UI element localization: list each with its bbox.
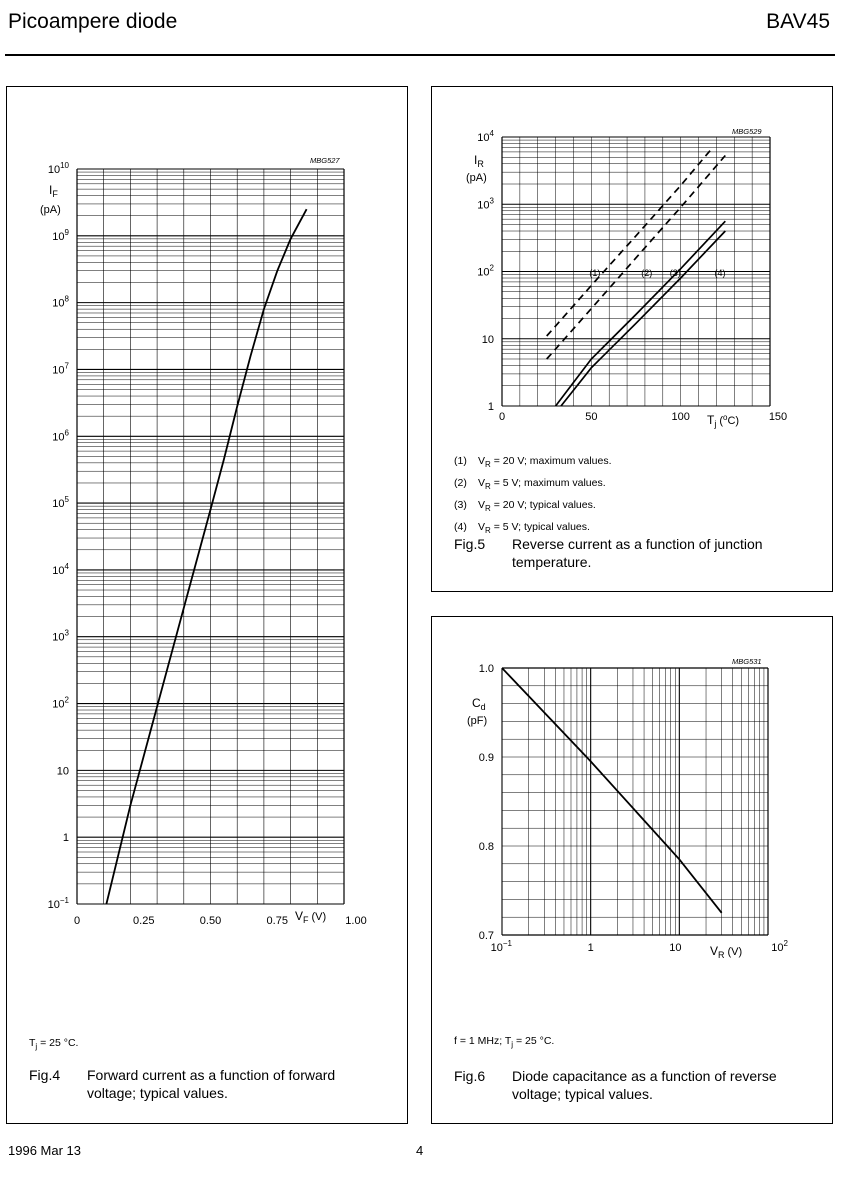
fig4-xtick-label: 0: [73, 915, 81, 927]
fig6-xtick-label: $10^{-1}$: [490, 939, 512, 954]
fig5-caption-number: Fig.5: [454, 536, 486, 552]
fig5-caption: [454, 535, 824, 575]
fig4-caption: [29, 1066, 399, 1106]
fig4-xtick-label: 0.50: [199, 915, 222, 927]
fig5-code: MBG529: [732, 127, 762, 136]
fig5-curve-label: (4): [714, 268, 726, 279]
footer-page-number: 4: [416, 1143, 424, 1158]
fig4-ytick-label: $10^7$: [52, 361, 69, 377]
fig6-ylabel: $C_d$: [472, 696, 486, 712]
figure-5-chart: [432, 87, 832, 447]
fig5-ylabel: $I_R$: [474, 153, 484, 169]
fig4-ytick-label: 1: [62, 832, 69, 845]
fig5-legend-item: (1) $V_R = 20$ V; maximum values.: [454, 455, 612, 470]
figure-4-panel: [6, 86, 408, 1124]
fig6-curve: [502, 668, 722, 913]
figure-6-panel: [431, 616, 833, 1124]
fig6-yunit: (pF): [467, 715, 488, 727]
fig5-curve-label: (3): [669, 268, 681, 279]
fig6-condition: f = 1 MHz; $T_j = 25$ °C.: [454, 1035, 555, 1050]
fig6-xtick-label: 1: [587, 942, 594, 954]
fig4-ytick-label: $10^6$: [52, 428, 69, 444]
fig5-xtick-label: 150: [768, 411, 788, 423]
fig6-ytick-label: 1.0: [478, 663, 494, 675]
fig4-ytick-label: $10^{10}$: [47, 161, 69, 176]
fig4-ytick-label: $10^{-1}$: [47, 896, 69, 911]
fig5-curve-label: (1): [589, 268, 601, 279]
fig4-condition: $T_j = 25$ °C.: [29, 1037, 79, 1052]
fig4-xtick-label: 0.75: [266, 915, 288, 927]
footer-date: 1996 Mar 13: [8, 1143, 81, 1158]
page-title-right: BAV45: [766, 10, 830, 33]
fig5-xtick-label: 100: [671, 411, 690, 423]
fig5-curve-1: [547, 147, 713, 336]
header-rule: [5, 54, 835, 56]
fig5-xlabel: $T_j$ ($^o$C): [707, 413, 740, 429]
fig6-caption-text: Diode capacitance as a function of reverse voltage; typical values.: [512, 1068, 777, 1102]
fig5-ytick-label: 1: [487, 401, 494, 413]
fig4-ytick-label: $10^8$: [52, 294, 69, 310]
fig6-xlabel: $V_R$ (V): [710, 944, 743, 960]
fig6-caption-number: Fig.6: [454, 1068, 486, 1084]
figure-4-chart: [7, 87, 407, 987]
fig6-ytick-label: 0.8: [478, 841, 494, 853]
fig4-ytick-label: $10^5$: [52, 495, 69, 511]
fig4-ytick-label: $10^2$: [52, 695, 69, 711]
fig4-ytick-label: $10^9$: [52, 227, 69, 243]
fig6-caption: [454, 1067, 824, 1107]
fig5-legend: [454, 452, 612, 540]
fig4-caption-number: Fig.4: [29, 1067, 61, 1083]
fig5-ytick-label: 10: [481, 333, 494, 346]
fig5-legend-item: (2) $V_R = 5$ V; maximum values.: [454, 477, 606, 492]
fig4-yunit: (pA): [40, 204, 61, 216]
fig4-ytick-label: 10: [56, 765, 69, 778]
fig5-curve-3: [556, 221, 726, 406]
fig6-ytick-label: 0.7: [478, 930, 494, 942]
fig5-legend-item: (3) $V_R = 20$ V; typical values.: [454, 499, 596, 514]
fig4-code: MBG527: [310, 156, 340, 165]
fig6-ytick-label: 0.9: [478, 752, 494, 764]
figure-5-panel: [431, 86, 833, 592]
fig6-code: MBG531: [732, 657, 762, 666]
fig5-legend-item: (4) $V_R = 5$ V; typical values.: [454, 521, 590, 536]
fig5-yunit: (pA): [466, 172, 487, 184]
fig5-curve-label: (2): [641, 268, 653, 279]
fig4-curve: [106, 209, 306, 904]
fig5-xtick-label: 0: [498, 411, 506, 423]
fig5-ytick-label: $10^3$: [477, 196, 494, 212]
fig6-xtick-label: 10: [669, 942, 682, 954]
fig5-ytick-label: $10^4$: [477, 129, 494, 144]
fig5-xtick-label: 50: [585, 411, 598, 423]
fig5-ytick-label: $10^2$: [477, 263, 494, 279]
fig6-xtick-label: $10^2$: [771, 939, 788, 954]
fig4-caption-text: Forward current as a function of forward voltage; typical values.: [87, 1067, 336, 1101]
fig4-xtick-label: 0.25: [133, 915, 155, 927]
fig5-caption-text: Reverse current as a function of junction temperature.: [512, 536, 763, 570]
fig4-ylabel: $I_F$: [49, 183, 58, 199]
fig4-ytick-label: $10^4$: [52, 561, 69, 577]
fig4-xlabel: $V_F$ (V): [295, 909, 327, 925]
fig4-xtick-label: 1.00: [345, 915, 367, 927]
page-title-left: Picoampere diode: [8, 10, 178, 33]
fig4-ytick-label: $10^3$: [52, 628, 69, 644]
figure-6-chart: [432, 617, 832, 987]
